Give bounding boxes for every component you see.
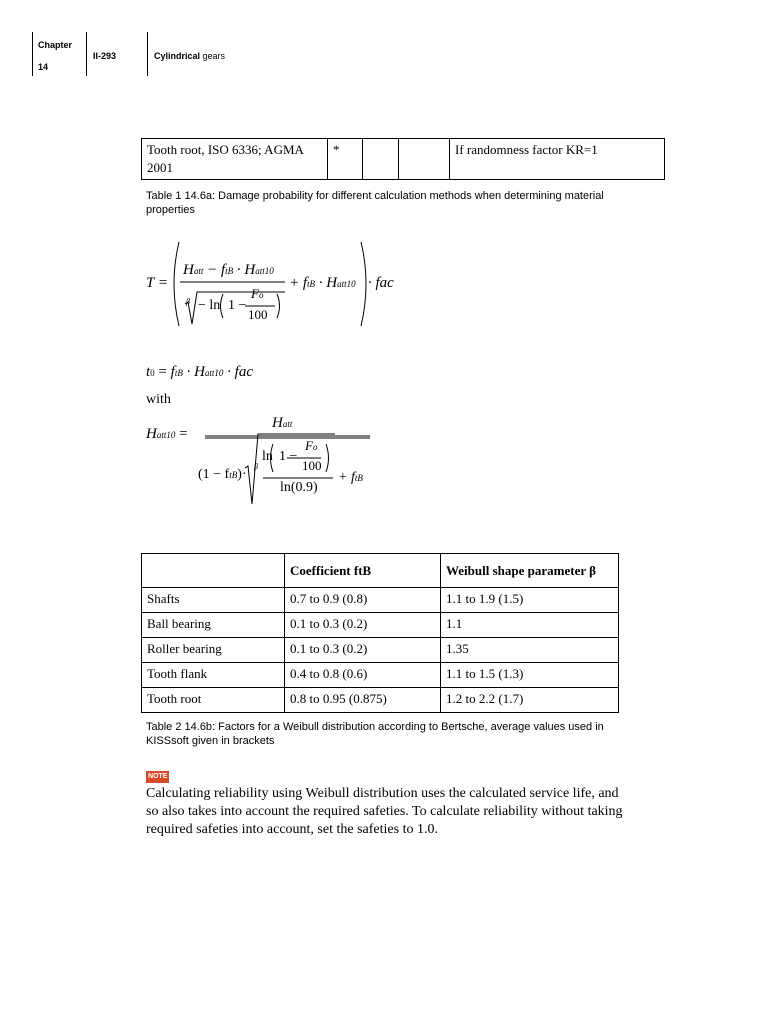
table-cell: *	[328, 139, 363, 180]
note-icon: NOTE	[146, 771, 169, 783]
table-cell	[399, 139, 450, 180]
note-text: Calculating reliability using Weibull distribution uses the calculated service life, and so also takes into account the required safeties. To calculate reliability without taking required safeties into account, set the safeties to 1.0.	[146, 786, 623, 837]
formula-T-Fo: Fo	[251, 286, 264, 301]
page-ref: II-293	[93, 51, 117, 61]
table-row	[142, 663, 619, 688]
formula-T-100: 100	[248, 307, 268, 322]
formula-Hatt10-Fo: Fo	[305, 438, 318, 453]
formula-T-fac: · fac	[368, 275, 394, 291]
table-cell: 0.1 to 0.3 (0.2)	[285, 613, 441, 638]
formula-t0: t0 = ftB · Hatt10 · fac	[146, 364, 253, 380]
chapter-title	[154, 51, 225, 61]
table-cell: 0.1 to 0.3 (0.2)	[285, 638, 441, 663]
table-row	[142, 688, 619, 713]
formula-T-one-minus: 1 −	[228, 298, 247, 313]
formula-T-beta: β	[186, 297, 190, 306]
table-row	[142, 638, 619, 663]
table-cell: 1.35	[441, 638, 619, 663]
table-cell: 1.1 to 1.5 (1.3)	[441, 663, 619, 688]
table-row	[142, 588, 619, 613]
table-cell: Tooth root, ISO 6336; AGMA 2001	[142, 139, 328, 180]
formula-T-numerator: Hatt − ftB · Hatt10	[183, 262, 274, 278]
table-cell: If randomness factor KR=1	[450, 139, 665, 180]
chapter-label: Chapter	[38, 40, 73, 50]
formula-T-plus: + ftB · Hatt10	[289, 275, 356, 291]
table-cell: Tooth root	[142, 688, 285, 713]
table-cell	[363, 139, 399, 180]
table-header-row	[142, 554, 619, 588]
table-header-cell: Weibull shape parameter β	[441, 554, 619, 588]
formula-Hatt10-plus: + ftB	[338, 470, 363, 485]
table-cell: 0.7 to 0.9 (0.8)	[285, 588, 441, 613]
formula-Hatt10-denom-left: (1 − ftB)·	[198, 467, 247, 482]
with-label: with	[146, 392, 171, 407]
table-cell: 0.8 to 0.95 (0.875)	[285, 688, 441, 713]
table-cell: 0.4 to 0.8 (0.6)	[285, 663, 441, 688]
formula-T-lhs: T =	[146, 275, 168, 291]
chapter-number: 14	[38, 62, 49, 72]
table-row	[142, 139, 665, 180]
formula-Hatt10-ln: ln	[262, 449, 273, 464]
table-cell: 1.2 to 2.2 (1.7)	[441, 688, 619, 713]
table-cell: Roller bearing	[142, 638, 285, 663]
formula-Hatt10-100: 100	[302, 458, 322, 473]
header-rule-3	[147, 32, 148, 76]
formula-Hatt10-ln09: ln(0.9)	[280, 480, 318, 495]
table-cell: Ball bearing	[142, 613, 285, 638]
table-header-cell	[142, 554, 285, 588]
table-cell: Shafts	[142, 588, 285, 613]
table-cell: Tooth flank	[142, 663, 285, 688]
table-cell: 1.1	[441, 613, 619, 638]
header-rule-2	[86, 32, 87, 76]
table-row	[142, 613, 619, 638]
table-header-cell: Coefficient ftB	[285, 554, 441, 588]
formula-Hatt10-one-minus: 1 −	[279, 449, 298, 464]
weibull-factors-table	[141, 553, 619, 713]
formula-Hatt10-numerator: Hatt	[272, 415, 293, 431]
damage-probability-table	[141, 138, 665, 180]
chapter-title-bold: Cylindrical	[154, 51, 201, 61]
table2-caption: Table 2 14.6b: Factors for a Weibull distribution according to Bertsche, average values used in KISSsoft given in brackets	[146, 721, 604, 747]
table1-caption: Table 1 14.6a: Damage probability for different calculation methods when determining material properties	[146, 190, 604, 216]
formula-T-ln: − ln	[198, 298, 221, 313]
table-cell: 1.1 to 1.9 (1.5)	[441, 588, 619, 613]
chapter-title-rest: gears	[200, 51, 226, 61]
formula-Hatt10-beta: β	[254, 462, 258, 471]
header-rule-1	[32, 32, 33, 76]
formula-Hatt10-lhs: Hatt10 =	[146, 426, 188, 442]
